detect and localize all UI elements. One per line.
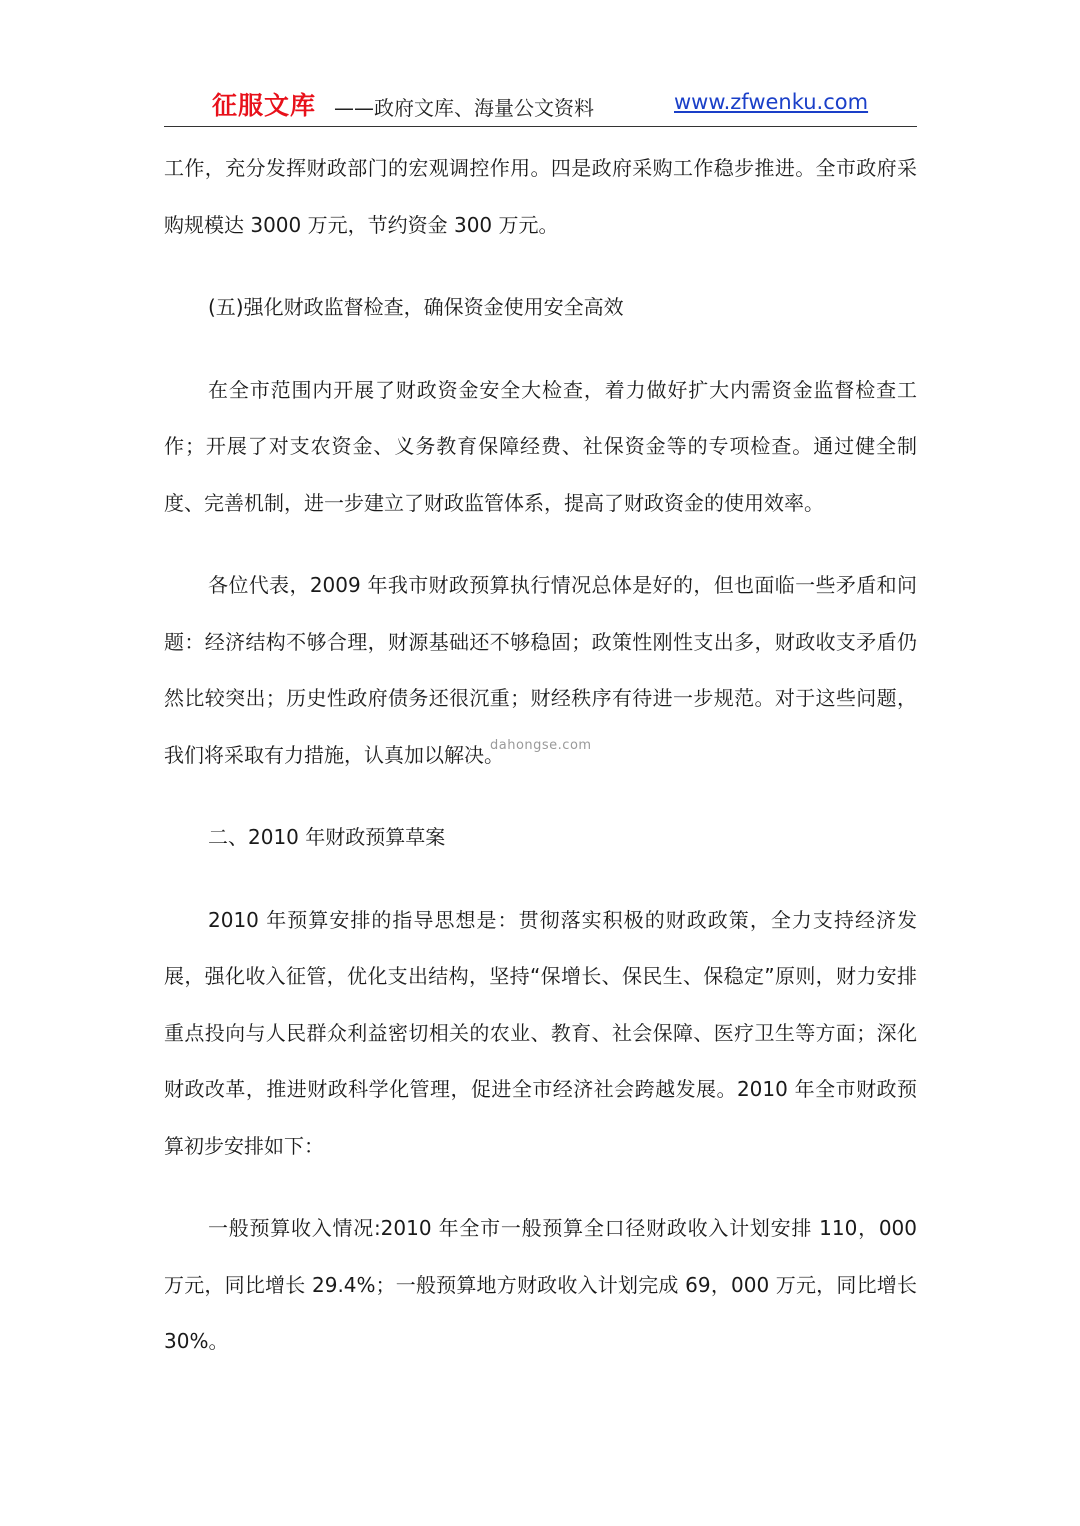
brand-logo: 征服文库	[212, 91, 317, 120]
watermark: dahongse.com	[490, 738, 592, 753]
page-header	[164, 84, 917, 127]
document-body	[164, 140, 917, 1370]
section-heading-five: (五)强化财政监督检查，确保资金使用安全高效	[208, 295, 624, 319]
header-tagline: ——政府文库、海量公文资料	[334, 96, 594, 120]
site-link[interactable]: www.zfwenku.com	[674, 90, 869, 114]
paragraph-continuation: 工作，充分发挥财政部门的宏观调控作用。四是政府采购工作稳步推进。全市政府采购规模达 3000 万元，节约资金 300 万元。	[164, 156, 917, 237]
section-heading-two: 二、2010 年财政预算草案	[208, 825, 446, 849]
paragraph-supervision: 在全市范围内开展了财政资金安全大检查，着力做好扩大内需资金监督检查工作；开展了对支农资金、义务教育保障经费、社保资金等的专项检查。通过健全制度、完善机制，进一步建立了财政监管体系，提高了财政资金的使用效率。	[164, 377, 917, 515]
paragraph-revenue: 一般预算收入情况:2010 年全市一般预算全口径财政收入计划安排 110，000 万元，同比增长 29.4%；一般预算地方财政收入计划完成 69，000 万元，同比增长 30%。	[164, 1216, 917, 1353]
paragraph-issues: 各位代表，2009 年我市财政预算执行情况总体是好的，但也面临一些矛盾和问题：经济结构不够合理，财源基础还不够稳固；政策性刚性支出多，财政收支矛盾仍然比较突出；历史性政府债务还很沉重；财经秩序有待进一步规范。对于这些问题，我们将采取有力措施，认真加以解决。	[164, 573, 917, 767]
paragraph-guiding-principles: 2010 年预算安排的指导思想是：贯彻落实积极的财政政策，全力支持经济发展，强化收入征管，优化支出结构，坚持“保增长、保民生、保稳定”原则，财力安排重点投向与人民群众利益密切相关的农业、教育、社会保障、医疗卫生等方面；深化财政改革，推进财政科学化管理，促进全市经济社会跨越发展。2010 年全市财政预算初步安排如下：	[164, 907, 917, 1158]
